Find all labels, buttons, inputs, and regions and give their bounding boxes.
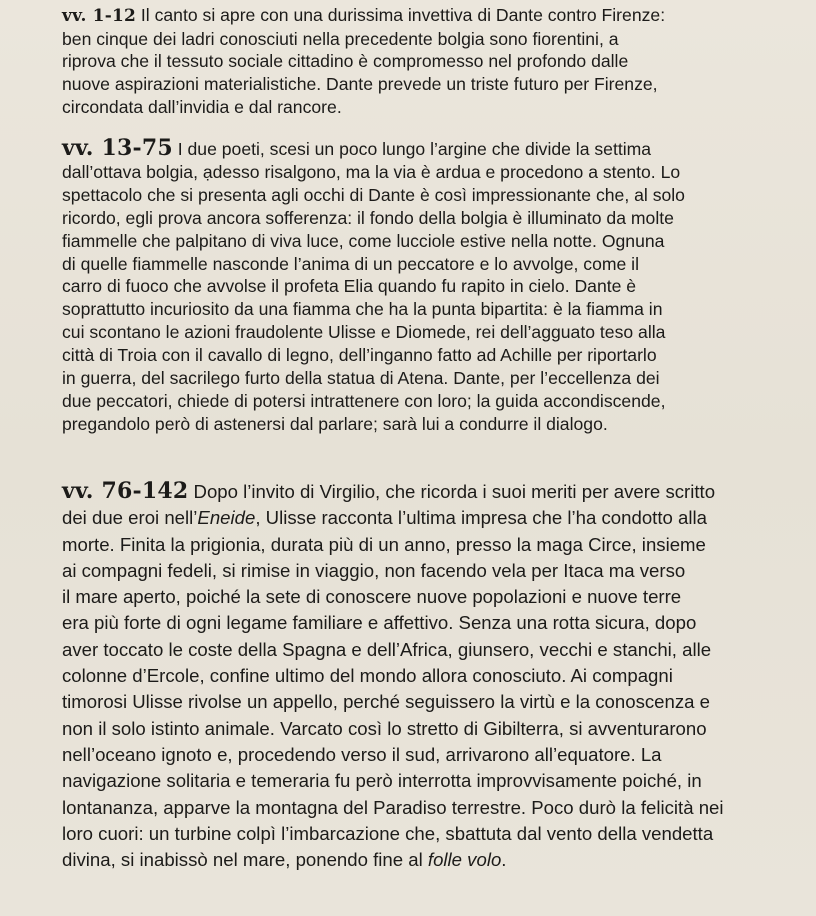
text-line: ricordo, egli prova ancora sofferenza: il fondo della bolgia è illuminato da molte bbox=[62, 207, 674, 228]
text-line: soprattutto incuriosito da una fiamma che ha la punta bipartita: è la fiamma in bbox=[62, 299, 663, 320]
text-line: due peccatori, chiede di potersi intrattenere con loro; la guida accondiscende, bbox=[62, 390, 666, 411]
text-line: vv. 1-12 Il canto si apre con una durissima invettiva di Dante contro Firenze: bbox=[62, 5, 666, 26]
text-line: vv. 76-142 Dopo l’invito di Virgilio, che ricorda i suoi meriti per avere scritto bbox=[62, 478, 716, 504]
text-line: circondata dall’invidia e dal rancore. bbox=[62, 96, 342, 117]
verse-reference: vv. 76-142 bbox=[62, 478, 189, 504]
book-title-eneide: Eneide bbox=[197, 507, 256, 529]
text-line: non il solo istinto animale. Varcato così lo stretto di Gibilterra, si avventurarono bbox=[62, 717, 707, 739]
text-line: ai compagni fedeli, si rimise in viaggio, non facendo vela per Itaca ma verso bbox=[62, 559, 686, 581]
text-line: nuove aspirazioni materialistiche. Dante prevede un triste futuro per Firenze, bbox=[62, 74, 658, 95]
text-line: colonne d’Ercole, confine ultimo del mondo allora conosciuto. Ai compagni bbox=[62, 665, 673, 687]
text-line: città di Troia con il cavallo di legno, dell’inganno fatto ad Achille per riportarlo bbox=[62, 345, 657, 366]
text-line: pregandolo però di astenersi dal parlare; sarà lui a condurre il dialogo. bbox=[62, 413, 608, 434]
text-line: fiammelle che palpitano di viva luce, come lucciole estive nella notte. Ognuna bbox=[62, 230, 665, 251]
text-line: morte. Finita la prigionia, durata più di un anno, presso la maga Circe, insieme bbox=[62, 533, 706, 555]
text-line: timorosi Ulisse rivolse un appello, perché seguissero la virtù e la conoscenza e bbox=[62, 691, 711, 713]
text-line: dall’ottava bolgia, ạdesso risalgono, ma la via è ardua e procedono a stento. Lo bbox=[62, 161, 681, 182]
paragraph-vv-1-12 bbox=[62, 4, 802, 119]
quote-folle-volo: folle volo bbox=[427, 849, 502, 871]
text-line: dei due eroi nell’Eneide, Ulisse racconta l’ultima impresa che l’ha condotto alla bbox=[62, 507, 707, 529]
text-line: navigazione solitaria e temeraria fu però interrotta improvvisamente poiché, in bbox=[62, 770, 702, 792]
text-line: loro cuori: un turbine colpì l’imbarcazione che, sbattuta dal vento della vendetta bbox=[62, 822, 714, 844]
text-line: di quelle fiammelle nasconde l’anima di un peccatore e lo avvolge, come il bbox=[62, 253, 640, 274]
text-line: ben cinque dei ladri conosciuti nella precedente bolgia sono fiorentini, a bbox=[62, 28, 619, 49]
verse-reference: vv. 13-75 bbox=[62, 135, 173, 161]
verse-reference: vv. 1-12 bbox=[62, 6, 137, 26]
text-line: era più forte di ogni legame familiare e affettivo. Senza una rotta sicura, dopo bbox=[62, 612, 697, 634]
text-line: riprova che il tessuto sociale cittadino è compromesso nel profondo dalle bbox=[62, 51, 629, 72]
text-line: il mare aperto, poiché la sete di conoscere nuove popolazioni e nuove terre bbox=[62, 586, 682, 608]
text-line: in guerra, del sacrilego furto della statua di Atena. Dante, per l’eccellenza dei bbox=[62, 368, 660, 389]
text-line: vv. 13-75 I due poeti, scesi un poco lungo l’argine che divide la settima bbox=[62, 135, 652, 161]
text-line: cui scontano le azioni fraudolente Ulisse e Diomede, rei dell’agguato teso alla bbox=[62, 322, 666, 343]
text-line: carro di fuoco che avvolse il profeta Elia quando fu rapito in cielo. Dante è bbox=[62, 276, 637, 297]
text-line: aver toccato le coste della Spagna e dell’Africa, giunsero, vecchi e stanchi, alle bbox=[62, 638, 712, 660]
text-line: lontananza, apparve la montagna del Paradiso terrestre. Poco durò la felicità nei bbox=[62, 796, 724, 818]
paragraph-vv-13-75 bbox=[62, 137, 802, 436]
text-line: nell’oceano ignoto e, procedendo verso il sud, arrivarono all’equatore. La bbox=[62, 743, 662, 765]
text-line: divina, si inabissò nel mare, ponendo fine al folle volo. bbox=[62, 849, 507, 871]
paragraph-vv-76-142 bbox=[62, 478, 802, 873]
text-line: spettacolo che si presenta agli occhi di Dante è così impressionante che, al solo bbox=[62, 184, 685, 205]
